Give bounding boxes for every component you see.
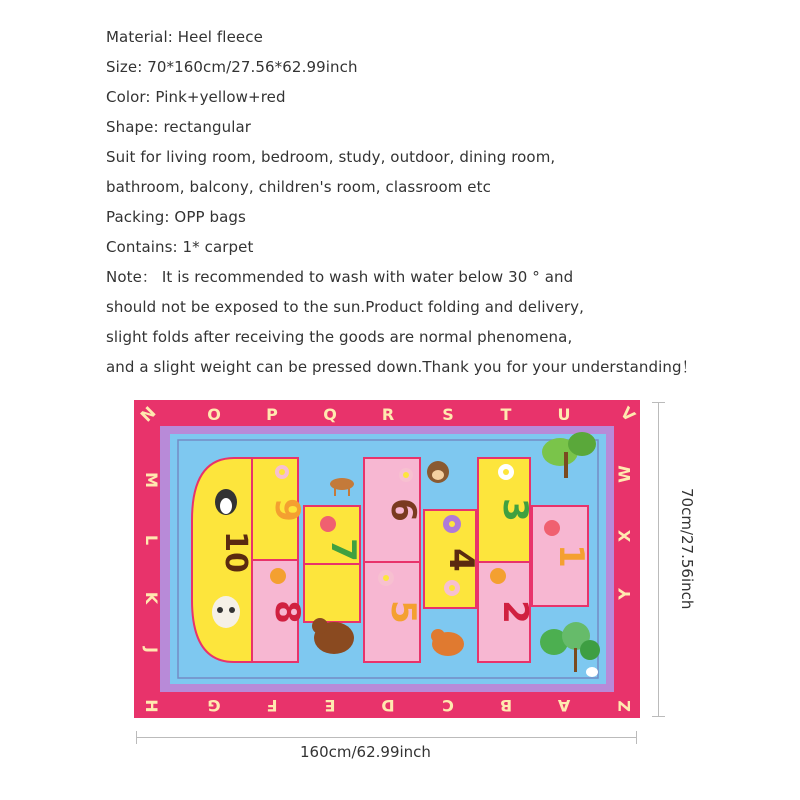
rug-number-1: 1 (551, 544, 591, 568)
rug-letter-left-1: L (142, 534, 161, 546)
owl-icon (212, 596, 240, 628)
rabbit-icon (586, 667, 598, 677)
rug-letter-top-0: N (136, 402, 160, 426)
height-dimension-label: 70cm/27.56inch (678, 488, 696, 610)
rug-letter-top-3: Q (323, 405, 337, 424)
height-dimension-cap-bottom (652, 716, 665, 717)
spec-size: Size: 70*160cm/27.56*62.99inch (106, 58, 358, 76)
hopscotch-rug-illustration (134, 400, 640, 718)
rug-letter-bottom-8: Z (615, 700, 634, 712)
spec-note-line-1: Note： It is recommended to wash with water below 30 ° and (106, 268, 574, 286)
rug-number-8: 8 (267, 600, 307, 624)
rug-letter-right-2: Y (615, 588, 634, 600)
rug-number-3: 3 (495, 498, 535, 522)
rug-letter-top-4: R (381, 405, 395, 424)
rug-number-6: 6 (383, 498, 423, 522)
spec-shape: Shape: rectangular (106, 118, 252, 136)
spec-suit-line-1: Suit for living room, bedroom, study, outdoor, dining room, (106, 148, 556, 166)
rug-letter-top-7: U (557, 405, 571, 424)
spec-material: Material: Heel fleece (106, 28, 263, 46)
rug-letter-bottom-5: C (442, 696, 454, 715)
rug-letter-top-5: S (442, 405, 454, 424)
spec-contains: Contains: 1* carpet (106, 238, 254, 256)
width-dimension-label: 160cm/62.99inch (300, 743, 431, 761)
rug-letter-right-0: W (615, 465, 634, 483)
spec-packing: Packing: OPP bags (106, 208, 246, 226)
spec-color: Color: Pink+yellow+red (106, 88, 286, 106)
monkey-icon (427, 461, 449, 483)
height-dimension-line (658, 402, 659, 716)
penguin-icon (215, 489, 237, 515)
spec-note-line-3: slight folds after receiving the goods are normal phenomena, (106, 328, 573, 346)
rug-letter-right-1: X (615, 529, 634, 543)
rug-letter-top-8: V (616, 403, 639, 426)
rug-letter-bottom-1: G (207, 696, 221, 715)
rug-number-7: 7 (323, 538, 363, 562)
spec-note-line-4: and a slight weight can be pressed down.Thank you for your understanding！ (106, 358, 697, 376)
rug-number-4: 4 (441, 548, 481, 572)
width-dimension-line (136, 737, 636, 738)
rug-number-2: 2 (495, 600, 535, 624)
rug-letter-left-2: K (142, 591, 161, 605)
rug-letter-left-3: J (142, 647, 161, 653)
width-dimension-cap-left (136, 731, 137, 744)
rug-letter-bottom-6: B (499, 696, 513, 715)
product-specs-list (106, 22, 697, 382)
height-dimension-cap-top (652, 402, 665, 403)
rug-letter-left-0: M (142, 472, 161, 488)
rug-number-10: 10 (218, 531, 253, 573)
rug-letter-top-2: P (266, 405, 278, 424)
rug-letter-bottom-0: H (142, 699, 161, 713)
width-dimension-cap-right (636, 731, 637, 744)
rug-number-9: 9 (267, 498, 307, 522)
rug-number-5: 5 (383, 600, 423, 624)
spec-note-line-2: should not be exposed to the sun.Product folding and delivery, (106, 298, 585, 316)
rug-letter-bottom-7: A (557, 696, 571, 715)
rug-letter-bottom-3: E (324, 696, 336, 715)
spec-suit-line-2: bathroom, balcony, children's room, classroom etc (106, 178, 491, 196)
rug-letter-top-6: T (500, 405, 512, 424)
rug-letter-bottom-2: F (266, 696, 278, 715)
rug-letter-bottom-4: D (381, 696, 395, 715)
rug-letter-top-1: O (207, 405, 221, 424)
